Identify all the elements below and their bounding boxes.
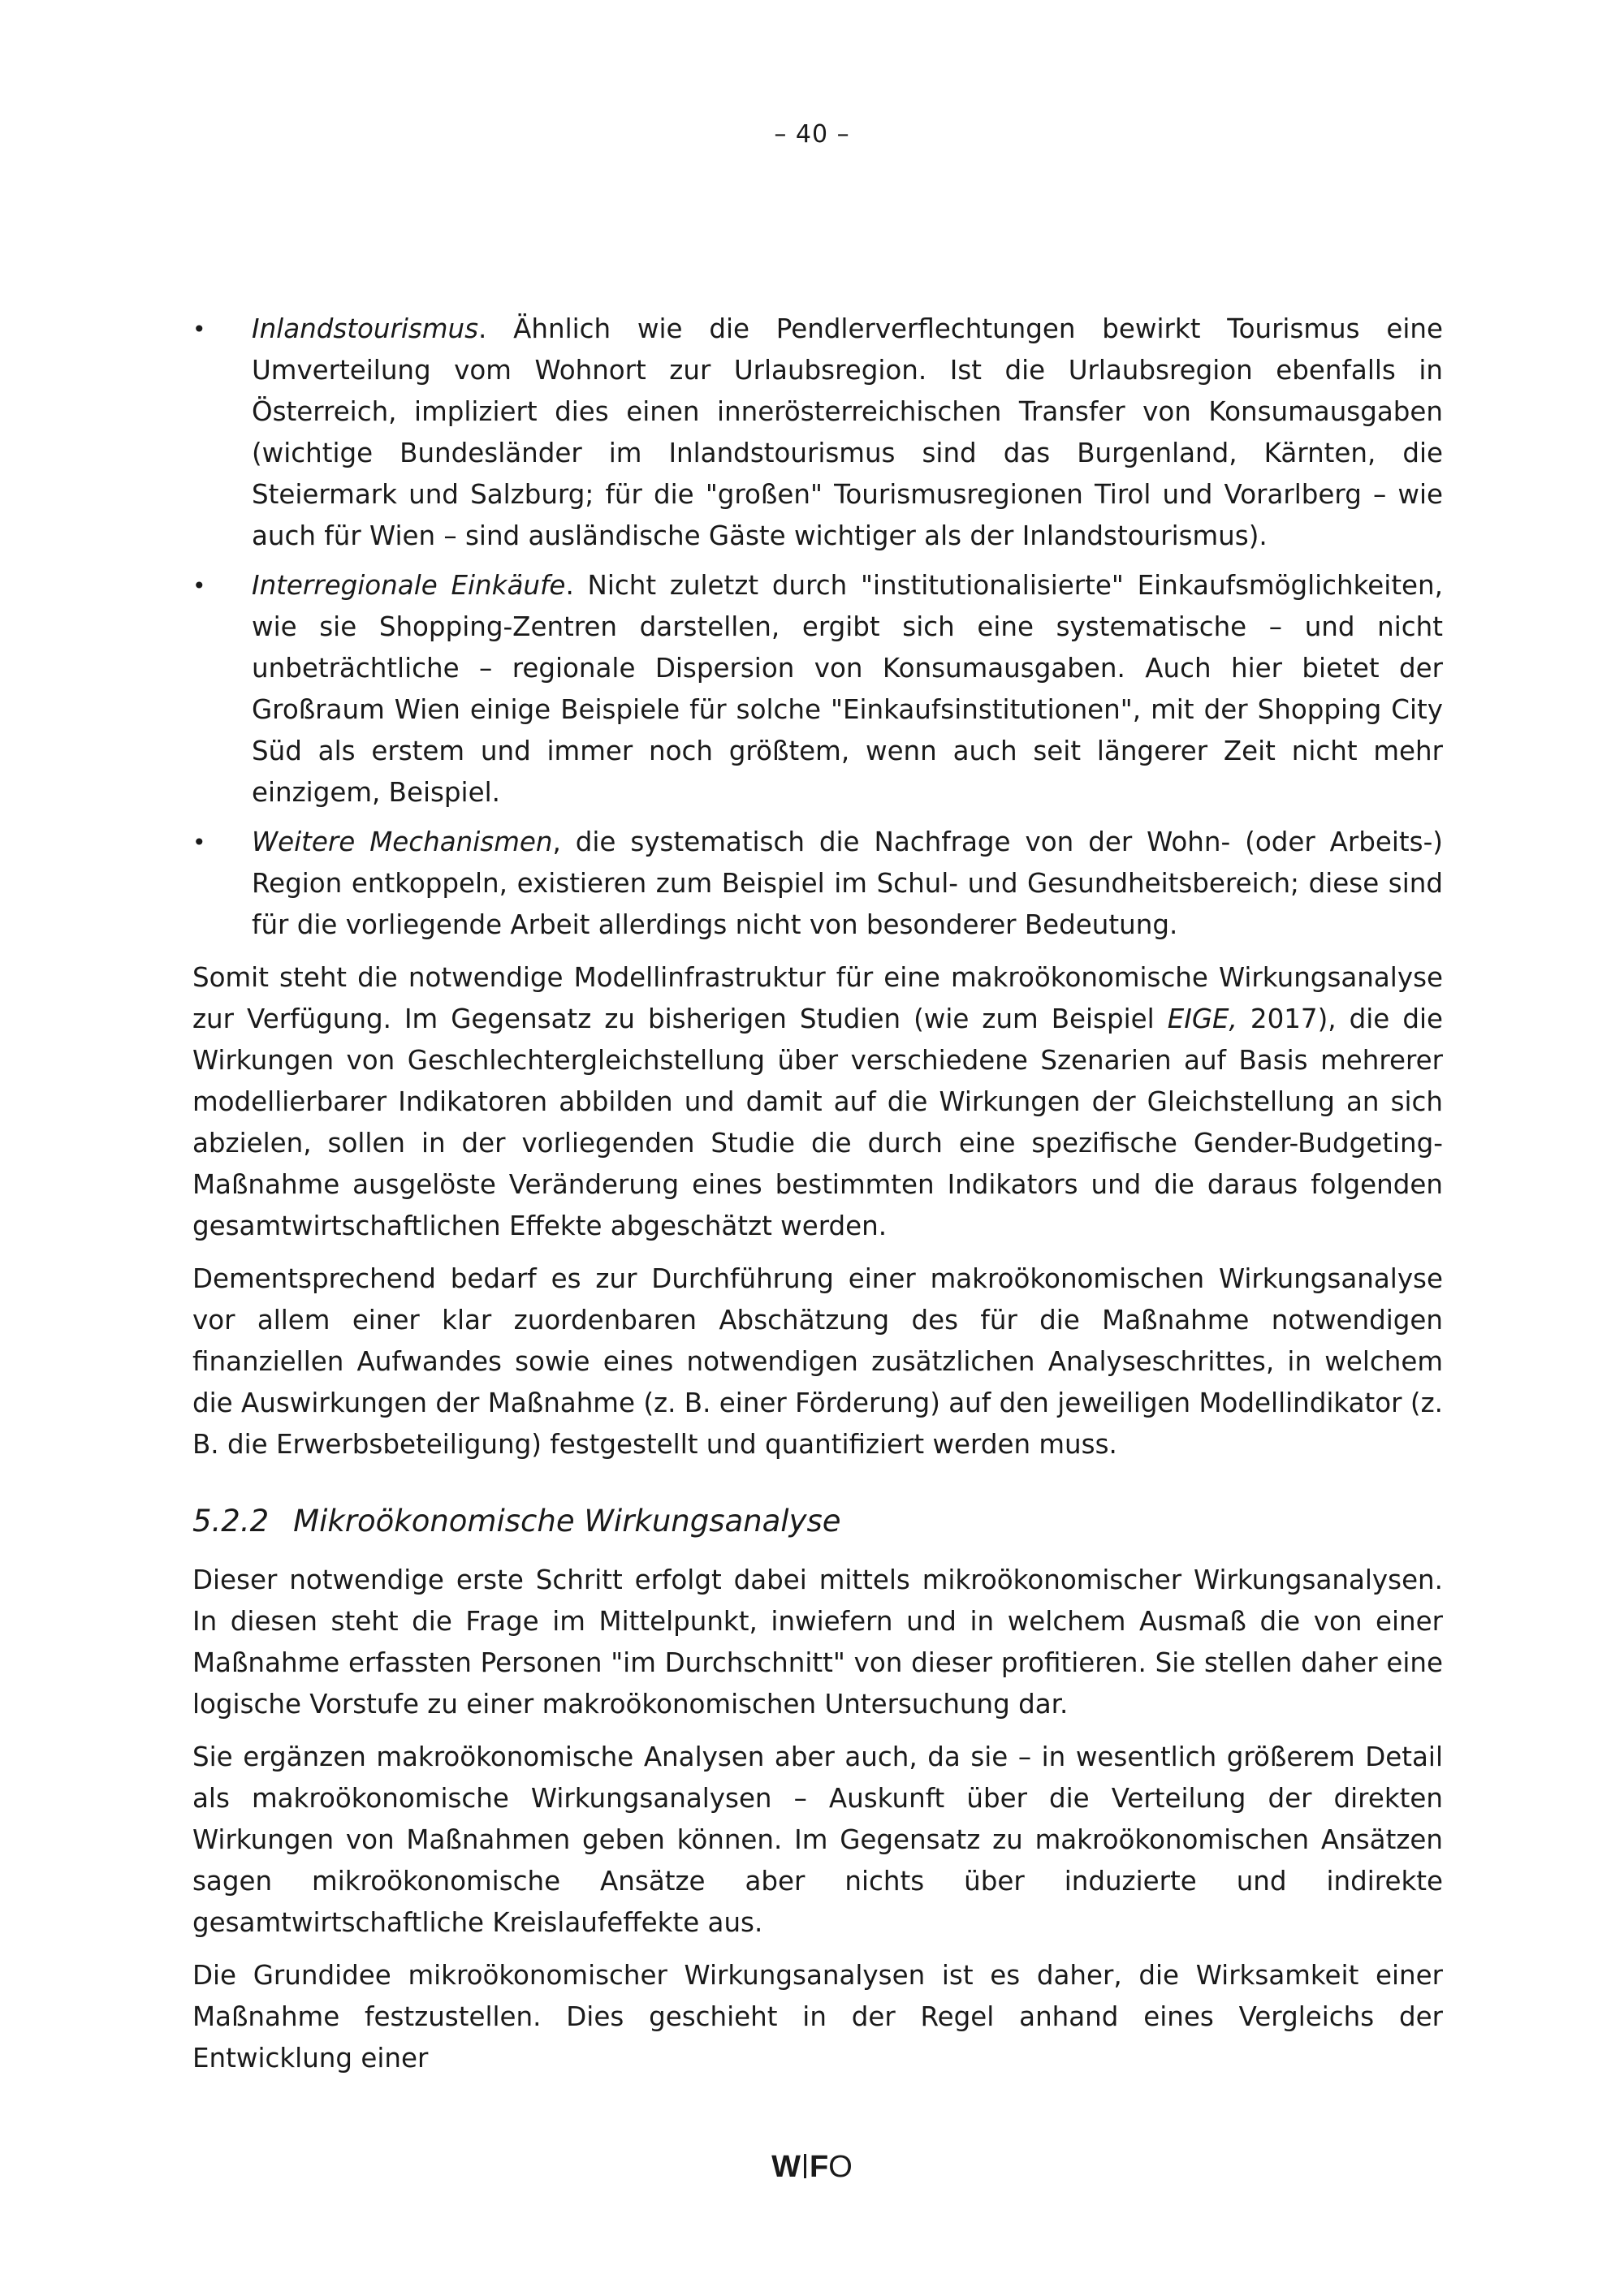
paragraph-analysis-requirements: Dementsprechend bedarf es zur Durchführung einer makroökonomischen Wirkungsanalyse vor allem einer klar zuordenbaren Abschätzung des für die Maßnahme notwendigen finanziellen Aufwandes sowie eines notwendigen zusätzlichen Analyseschrittes, in welchem die Auswirkungen der Maßnahme (z. B. einer Förderung) auf den jeweiligen Modellindikator (z. B. die Erwerbsbeteiligung) festgestellt und quantifiziert werden muss.	[192, 1263, 1443, 1460]
paragraph-basic-idea: Die Grundidee mikroökonomischer Wirkungsanalysen ist es daher, die Wirksamkeit einer Maßnahme festzustellen. Dies geschieht in der Regel anhand eines Vergleichs der Entwicklung einer	[192, 1960, 1443, 2074]
list-item	[192, 309, 1443, 557]
paragraph-model-infrastructure	[192, 957, 1443, 1247]
list-item	[192, 565, 1443, 814]
bullet-icon: •	[192, 316, 206, 343]
paragraph-text: 2017), die die Wirkungen von Geschlechtergleichstellung über verschiedene Szenarien auf Basis mehrerer modellierbarer Indikatoren abbilden und damit auf die Wirkungen der Gleichstellung an sich abzielen, sollen in der vorliegenden Studie die durch eine spezifische Gender-Budgeting-Maßnahme ausgelöste Veränderung eines bestimmten Indikators und die daraus folgenden gesamtwirtschaftlichen Effekte abgeschätzt werden.	[192, 1003, 1443, 1241]
paragraph-text: Somit steht die notwendige Modellinfrastruktur für eine makroökonomische Wirkungsanalyse zur Verfügung. Im Gegensatz zu bisherigen Studien (wie zum Beispiel	[192, 962, 1443, 1034]
bullet-list	[192, 309, 1443, 946]
bullet-text: , die systematisch die Nachfrage von der Wohn- (oder Arbeits-) Region entkoppeln, existieren zum Beispiel im Schul- und Gesundheitsbereich; diese sind für die vorliegende Arbeit allerdings nicht von besonderer Bedeutung.	[252, 826, 1443, 940]
section-title: Mikroökonomische Wirkungsanalyse	[293, 1504, 841, 1539]
paragraph-first-step: Dieser notwendige erste Schritt erfolgt dabei mittels mikroökonomischer Wirkungsanalysen. In diesen steht die Frage im Mittelpunkt, inwiefern und in welchem Ausmaß die von einer Maßnahme erfassten Personen "im Durchschnitt" von dieser profitieren. Sie stellen daher eine logische Vorstufe zu einer makroökonomischen Untersuchung dar.	[192, 1564, 1443, 1720]
page-content	[192, 309, 1443, 2091]
bullet-lead: Weitere Mechanismen	[252, 826, 553, 857]
list-item	[192, 822, 1443, 946]
section-heading	[192, 1501, 1443, 1542]
bullet-icon: •	[192, 572, 206, 599]
page-number: – 40 –	[774, 120, 850, 149]
bullet-lead: Interregionale Einkäufe	[252, 570, 566, 601]
paragraph-complement: Sie ergänzen makroökonomische Analysen aber auch, da sie – in wesentlich größerem Detail als makroökonomische Wirkungsanalysen – Auskunft über die Verteilung der direkten Wirkungen von Maßnahmen geben können. Im Gegensatz zu makroökonomischen Ansätzen sagen mikroökonomische Ansätze aber nichts über induzierte und indirekte gesamtwirtschaftliche Kreislaufeffekte aus.	[192, 1741, 1443, 1938]
bullet-text: . Ähnlich wie die Pendlerverflechtungen bewirkt Tourismus eine Umverteilung vom Wohnort zur Urlaubsregion. Ist die Urlaubsregion ebenfalls in Österreich, impliziert dies einen innerösterreichischen Transfer von Konsumausgaben (wichtige Bundesländer im Inlandstourismus sind das Burgenland, Kärnten, die Steiermark und Salzburg; für die "großen" Tourismusregionen Tirol und Vorarlberg – wie auch für Wien – sind ausländische Gäste wichtiger als der Inlandstourismus).	[252, 313, 1443, 551]
bullet-icon: •	[192, 829, 206, 856]
logo-divider	[804, 2154, 806, 2178]
bullet-text: . Nicht zuletzt durch "institutionalisierte" Einkaufsmöglichkeiten, wie sie Shopping-Zentren darstellen, ergibt sich eine systematische – und nicht unbeträchtliche – regionale Dispersion von Konsumausgaben. Auch hier bietet der Großraum Wien einige Beispiele für solche "Einkaufsinstitutionen", mit der Shopping City Süd als erstem und immer noch größtem, wenn auch seit längerer Zeit nicht mehr einzigem, Beispiel.	[252, 570, 1443, 808]
wifo-logo	[0, 2150, 1624, 2185]
citation: EIGE,	[1167, 1003, 1237, 1034]
section-number: 5.2.2	[192, 1504, 270, 1539]
logo-letter-w: W	[771, 2150, 801, 2184]
bullet-lead: Inlandstourismus	[252, 313, 479, 344]
logo-letter-f: F	[810, 2150, 829, 2184]
logo-letter-o: O	[828, 2150, 853, 2184]
